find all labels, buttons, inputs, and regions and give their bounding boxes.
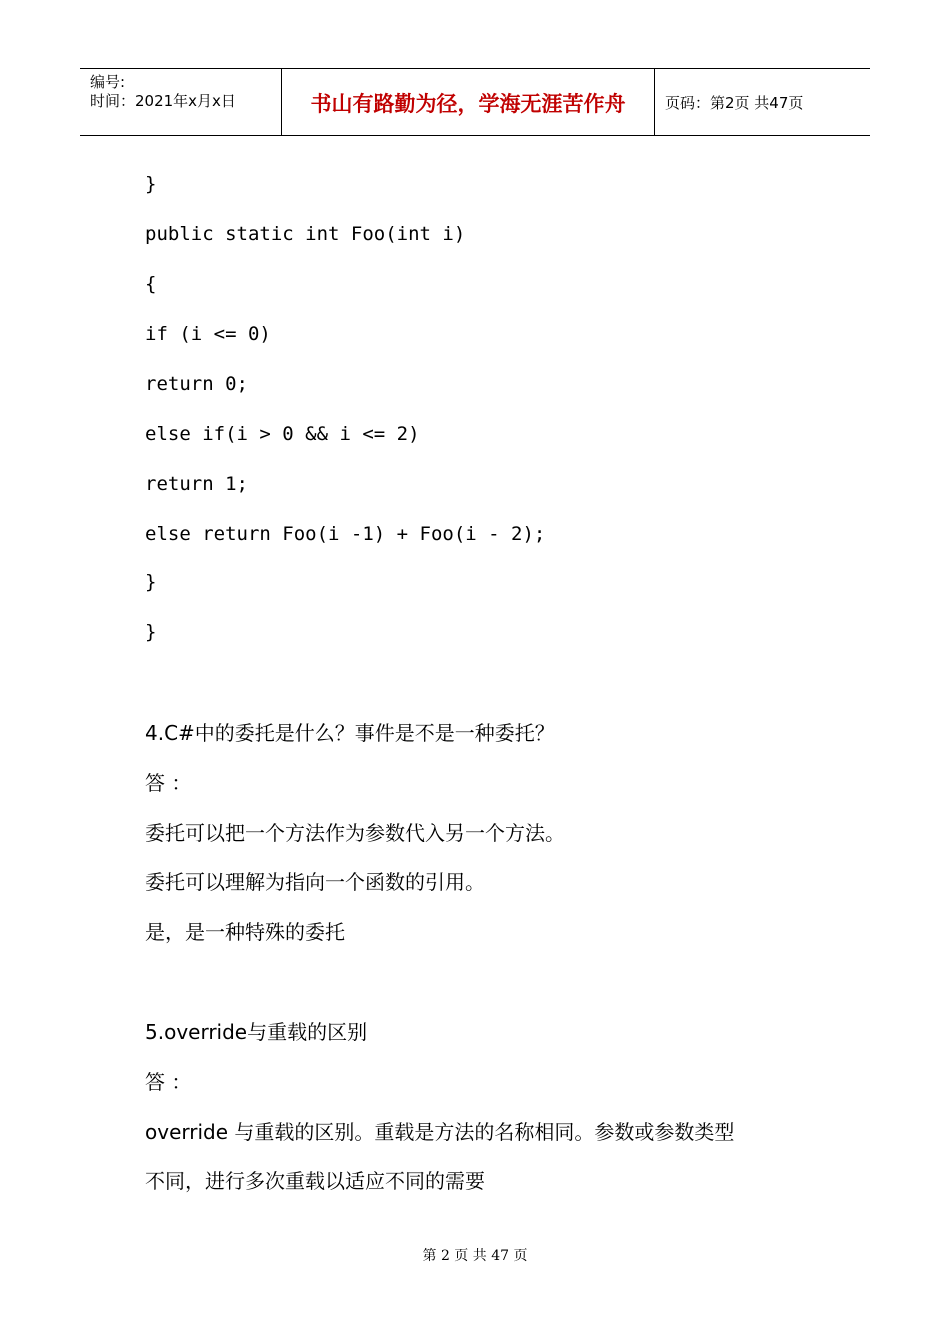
answer-label: 答 ： [145,771,192,795]
header-page-info: 页码：第2页 共47页 [665,94,804,112]
answer-line: 委托可以把一个方法作为参数代入另一个方法。 [145,821,565,845]
code-line: return 1; [145,473,248,495]
code-line: { [145,273,157,295]
code-line: return 0; [145,373,248,395]
answer-label: 答 ： [145,1070,192,1094]
code-line: } [145,173,157,195]
code-line: } [145,621,157,643]
header-page-cell [655,69,870,135]
code-line: else return Foo(i -1) + Foo(i - 2); [145,523,546,545]
code-line: public static int Foo(int i) [145,223,466,245]
document-header [80,68,870,136]
header-motto: 书山有路勤为径，学海无涯苦作舟 [310,92,626,116]
code-line: if (i <= 0) [145,323,271,345]
question-heading: 5.override与重载的区别 [145,1020,368,1044]
code-line: else if(i > 0 && i <= 2) [145,423,420,445]
answer-line: override 与重载的区别。重载是方法的名称相同。参数或参数类型 [145,1120,735,1144]
page-footer: 第 2 页 共 47 页 [422,1248,528,1264]
answer-line: 委托可以理解为指向一个函数的引用。 [145,870,485,894]
header-motto-cell [282,69,655,135]
answer-line: 不同，进行多次重载以适应不同的需要 [145,1169,485,1193]
doc-time-label: 时间：2021年x月x日 [90,92,236,110]
code-line: } [145,571,157,593]
answer-line: 是，是一种特殊的委托 [145,920,345,944]
doc-code-label: 编号: [90,73,126,91]
question-heading: 4.C#中的委托是什么？事件是不是一种委托？ [145,721,555,745]
header-meta-cell [80,69,282,135]
